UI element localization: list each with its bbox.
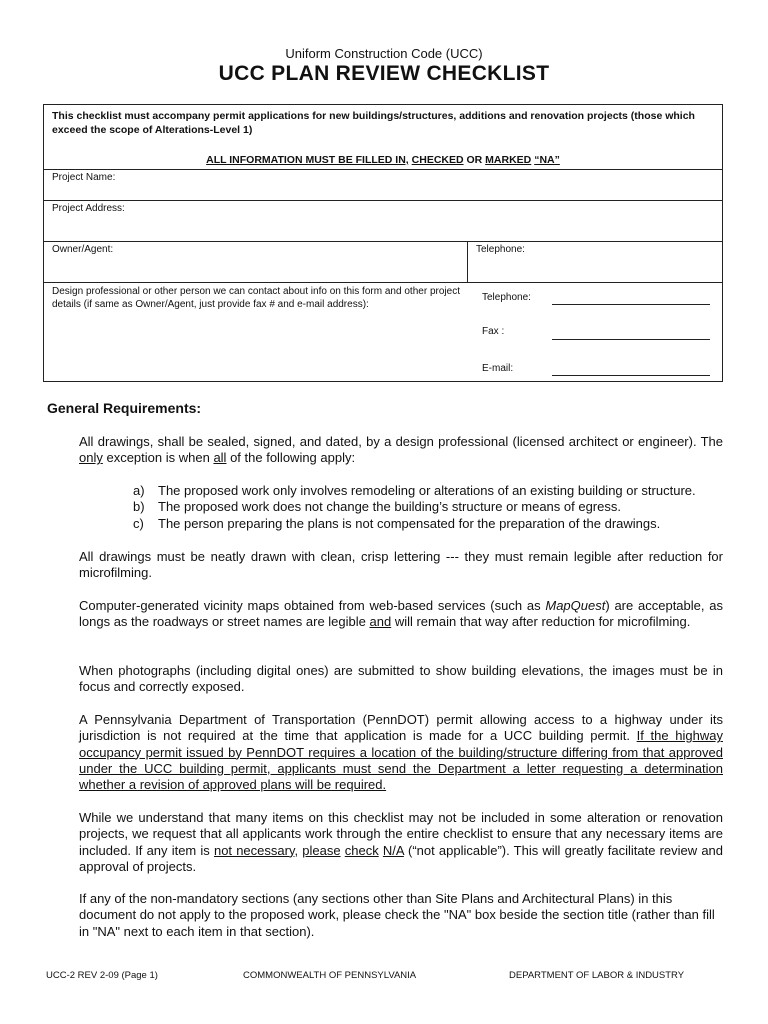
owner-telephone-field[interactable]: [468, 242, 722, 282]
p6-na: N/A: [382, 842, 404, 858]
p5-text-a: A Pennsylvania Department of Transportation (PennDOT) permit allowing access to a highway under its jurisdiction is not required at the time that application is made for a UCC building permit.: [79, 712, 723, 744]
project-address-field[interactable]: [44, 201, 722, 242]
p1-only: only: [79, 450, 103, 466]
form-subtitle: Uniform Construction Code (UCC): [285, 46, 483, 61]
project-address-label: Project Address:: [52, 203, 125, 214]
owner-agent-field[interactable]: [44, 242, 468, 282]
list-item: [133, 516, 733, 532]
p1-all: all: [213, 450, 227, 466]
notice-checked: CHECKED: [411, 154, 464, 166]
p6-text-a: While we understand that many items on this checklist may not be included in some alteration or renovation projects, we request that all applicants work through the entire checklist to ensure that any necessary items are included. If any item is: [79, 810, 723, 858]
fill-in-notice: [44, 154, 722, 166]
design-contact-label: Design professional or other person we can contact about info on this form and other project details (if same as Owner/Agent, just provide fax # and e-mail address):: [52, 286, 460, 310]
intro-row: [44, 105, 722, 170]
design-contact-row: [44, 283, 722, 381]
p6-not-necessary: not necessary: [213, 842, 295, 858]
p6-text-b: (“not applicable”). This will greatly facilitate review and approval of projects.: [79, 842, 724, 874]
list-marker: a): [133, 483, 145, 498]
general-requirements-heading: General Requirements:: [47, 400, 202, 416]
p5-underlined: If the highway occupancy permit issued by PennDOT requires a location of the building/structure differing from that approved under the UCC building permit, applicants must send the Department a letter requesting a determination whether a revision of approved plans will be required.: [79, 728, 723, 793]
p3-mapquest: MapQuest: [545, 598, 606, 613]
list-item-text: The proposed work does not change the building’s structure or means of egress.: [158, 499, 621, 515]
p3-and: and: [369, 614, 392, 630]
owner-row: [44, 242, 722, 283]
intro-text: This checklist must accompany permit applications for new buildings/structures, additions and renovation projects (those which exceed the scope of Alterations-Level 1): [52, 110, 695, 136]
paragraph-photographs: When photographs (including digital ones) are submitted to show building elevations, the images must be in focus and correctly exposed.: [79, 663, 723, 695]
p6-check: check: [344, 842, 379, 858]
paragraph-penndot: [79, 712, 723, 793]
contact-telephone-input[interactable]: [552, 304, 710, 305]
paragraph-vicinity-maps: [79, 598, 723, 631]
p3-text-c: will remain that way after reduction for microfilming.: [391, 614, 691, 630]
footer-form-number: UCC-2 REV 2-09 (Page 1): [46, 970, 158, 981]
p3-text-b: ) are acceptable, as longs as the roadways or street names are legible: [79, 598, 723, 630]
contact-telephone-label: Telephone:: [482, 292, 531, 303]
p1-text-c: of the following apply:: [226, 450, 356, 466]
notice-part-1: ALL INFORMATION MUST BE FILLED IN,: [206, 154, 409, 166]
contact-details: [468, 283, 722, 381]
list-marker: c): [133, 515, 144, 531]
owner-telephone-label: Telephone:: [476, 244, 525, 255]
owner-agent-label: Owner/Agent:: [52, 244, 114, 255]
notice-na: “NA”: [534, 154, 560, 166]
project-name-field[interactable]: [44, 170, 722, 201]
notice-marked: MARKED: [485, 154, 532, 166]
list-item-text: The proposed work only involves remodeling or alterations of an existing building or structure.: [158, 483, 696, 498]
project-name-label: Project Name:: [52, 172, 116, 183]
paragraph-legibility: All drawings must be neatly drawn with clean, crisp lettering --- they must remain legible after reduction for microfilming.: [79, 549, 723, 581]
p3-text-a: Computer-generated vicinity maps obtained from web-based services (such as: [79, 598, 546, 613]
list-item-text: The person preparing the plans is not compensated for the preparation of the drawings.: [158, 515, 661, 531]
footer-department: DEPARTMENT OF LABOR & INDUSTRY: [509, 970, 685, 981]
design-contact-field[interactable]: [44, 283, 468, 381]
page-title: UCC PLAN REVIEW CHECKLIST: [218, 62, 550, 85]
contact-fax-label: Fax :: [482, 326, 505, 337]
list-marker: b): [133, 499, 145, 515]
project-info-table: [43, 104, 723, 382]
list-item: [133, 483, 733, 499]
footer-commonwealth: COMMONWEALTH OF PENNSYLVANIA: [243, 970, 417, 981]
contact-fax-input[interactable]: [552, 339, 710, 340]
list-item: [133, 499, 733, 515]
contact-email-label: E-mail:: [482, 363, 514, 374]
p1-text-b: exception is when: [102, 450, 214, 466]
p1-text-a: All drawings, shall be sealed, signed, and dated, by a design professional (licensed architect or engineer). The: [79, 434, 723, 449]
exception-list: [133, 483, 733, 532]
paragraph-checklist-instructions: While we understand that many items on this checklist may not be included in some alteration or renovation projects, we request that all applicants work through the entire checklist to ensure that any necessary items are included. If any item is not necessary, please check N/A (“not applicable”). This will greatly facilitate review and approval of projects.: [79, 810, 724, 874]
contact-email-input[interactable]: [552, 375, 710, 376]
paragraph-non-mandatory: If any of the non-mandatory sections (any sections other than Site Plans and Architectural Plans) in this document do not apply to the proposed work, please check the "NA" box beside the section title (rather than fill in "NA" next to each item in that section).: [79, 891, 715, 939]
paragraph-seal-requirement: [79, 434, 723, 467]
notice-or: OR: [466, 154, 483, 166]
p6-please: please: [302, 842, 341, 858]
